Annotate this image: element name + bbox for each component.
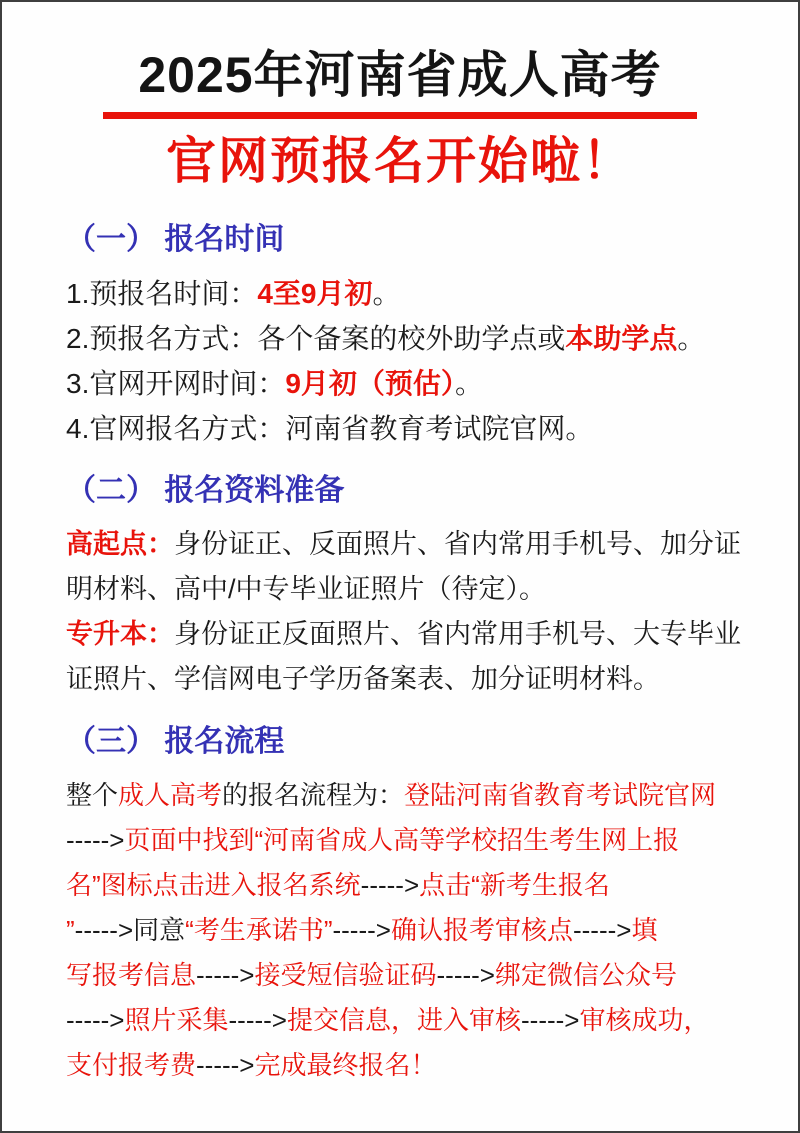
text-segment: 。: [372, 278, 401, 309]
text-segment: 明材料、高中/中专毕业证照片（待定）。: [66, 574, 547, 604]
text-segment: 9月初（预估）: [285, 368, 455, 399]
rich-line: [66, 953, 758, 998]
text-segment: ----->: [572, 915, 632, 945]
text-segment: ----->同意: [74, 915, 186, 945]
rich-line: [66, 863, 758, 908]
text-segment: 4至9月初: [257, 278, 373, 309]
text-segment: 证照片、学信网电子学历备案表、加分证明材料。: [66, 664, 660, 694]
rich-line: [66, 818, 758, 863]
section-process: [66, 722, 758, 1088]
section-heading: （三） 报名流程: [66, 725, 285, 758]
text-segment: 照片采集: [124, 1005, 229, 1035]
section-body: [66, 271, 758, 451]
text-segment: 2.预报名方式：各个备案的校外助学点或: [66, 323, 566, 354]
text-segment: ”: [66, 915, 75, 945]
text-segment: 点击“新考生报名: [419, 870, 610, 900]
rich-line: [66, 1043, 758, 1088]
text-segment: 确认报考审核点: [390, 915, 573, 945]
text-segment: “考生承诺书”: [185, 915, 333, 945]
text-segment: 1.预报名时间：: [66, 278, 258, 309]
text-segment: ----->: [521, 1005, 580, 1035]
text-segment: 页面中找到“河南省成人高等学校招生考生网上报: [124, 825, 680, 855]
rich-line: [66, 612, 758, 657]
text-segment: ----->: [332, 915, 391, 945]
text-segment: ----->: [436, 960, 495, 990]
text-segment: 提交信息，进入审核: [286, 1005, 521, 1035]
text-segment: 4.官网报名方式：河南省教育考试院官网。: [66, 413, 594, 444]
text-segment: 绑定微信公众号: [495, 960, 678, 990]
text-segment: 登陆河南省教育考试院官网: [404, 780, 717, 810]
text-segment: 成人高考: [118, 780, 223, 810]
section-registration-time: [66, 220, 758, 451]
text-segment: 支付报考费: [66, 1050, 197, 1080]
rich-line: [66, 522, 758, 567]
rich-line: [66, 773, 758, 818]
section-body: [66, 773, 758, 1088]
rich-line: [66, 406, 758, 451]
page-title: 2025年河南省成人高考: [138, 47, 662, 103]
text-segment: 3.官网开网时间：: [66, 368, 286, 399]
text-segment: 。: [677, 323, 706, 354]
text-segment: ----->: [66, 825, 125, 855]
section-heading: （二） 报名资料准备: [66, 474, 345, 507]
content: [2, 220, 798, 1088]
text-segment: ----->: [228, 1005, 287, 1035]
rich-line: [66, 567, 758, 612]
text-segment: 名”图标点击进入报名系统: [66, 870, 361, 900]
text-segment: 高起点：: [66, 529, 174, 559]
rich-line: [66, 361, 758, 406]
section-materials: [66, 471, 758, 702]
title-underline: [103, 112, 697, 119]
section-heading: （一） 报名时间: [66, 223, 285, 256]
text-segment: 接受短信验证码: [254, 960, 437, 990]
rich-line: [66, 271, 758, 316]
section-body: [66, 522, 758, 702]
rich-line: [66, 657, 758, 702]
rich-line: [66, 998, 758, 1043]
text-segment: 本助学点: [565, 323, 678, 354]
text-segment: 的报名流程为：: [222, 780, 405, 810]
text-segment: 整个: [66, 780, 119, 810]
header: [2, 46, 798, 190]
text-segment: 完成最终报名！: [254, 1050, 437, 1080]
rich-line: [66, 908, 758, 953]
text-segment: 专升本：: [66, 619, 174, 649]
text-segment: 写报考信息: [66, 960, 197, 990]
text-segment: 审核成功，: [579, 1005, 710, 1035]
text-segment: ----->: [196, 960, 255, 990]
page-subtitle: 官网预报名开始啦！: [166, 133, 634, 189]
text-segment: 身份证正反面照片、省内常用手机号、大专毕业: [174, 619, 741, 649]
text-segment: 身份证正、反面照片、省内常用手机号、加分证: [174, 529, 741, 559]
rich-line: [66, 316, 758, 361]
text-segment: ----->: [196, 1050, 255, 1080]
text-segment: 填: [631, 915, 658, 945]
text-segment: ----->: [66, 1005, 125, 1035]
text-segment: ----->: [360, 870, 420, 900]
text-segment: 。: [454, 368, 483, 399]
